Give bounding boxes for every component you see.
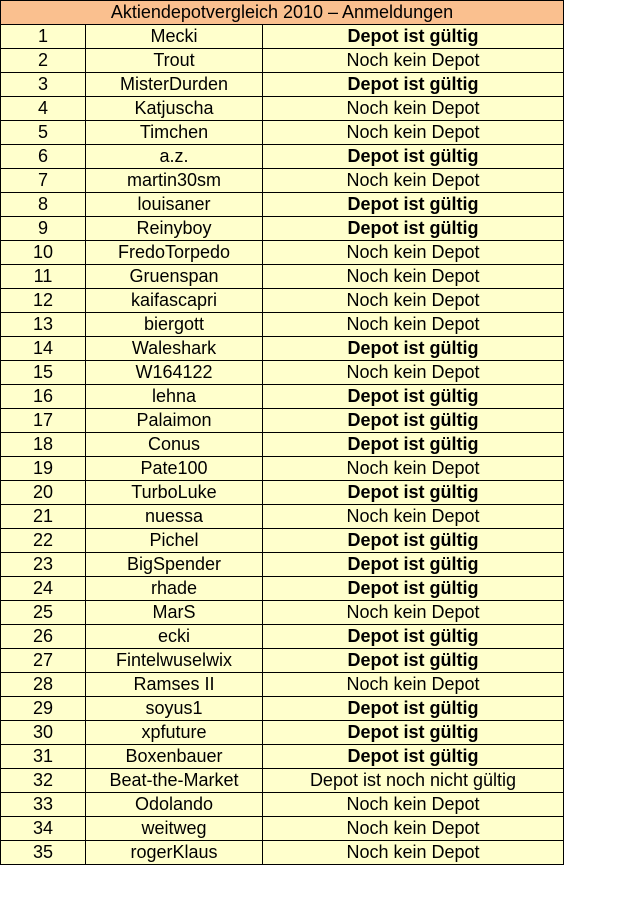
depot-status-cell: Depot ist gültig <box>263 25 564 49</box>
participant-name-cell: BigSpender <box>86 553 263 577</box>
depot-status-cell: Depot ist gültig <box>263 697 564 721</box>
table-row <box>1 577 564 601</box>
table-row <box>1 769 564 793</box>
table-title: Aktiendepotvergleich 2010 – Anmeldungen <box>1 1 564 25</box>
participant-name-cell: Beat-the-Market <box>86 769 263 793</box>
table-row <box>1 649 564 673</box>
participant-name-cell: kaifascapri <box>86 289 263 313</box>
depot-status-cell: Depot ist gültig <box>263 409 564 433</box>
depot-status-cell: Depot ist gültig <box>263 73 564 97</box>
participant-name-cell: Mecki <box>86 25 263 49</box>
depot-status-cell: Noch kein Depot <box>263 457 564 481</box>
row-number-cell: 32 <box>1 769 86 793</box>
table-row <box>1 601 564 625</box>
row-number-cell: 34 <box>1 817 86 841</box>
row-number-cell: 7 <box>1 169 86 193</box>
table-row <box>1 73 564 97</box>
row-number-cell: 16 <box>1 385 86 409</box>
table-row <box>1 817 564 841</box>
table-row <box>1 793 564 817</box>
table-row <box>1 457 564 481</box>
table-row <box>1 337 564 361</box>
table-row <box>1 49 564 73</box>
table-row <box>1 697 564 721</box>
depot-status-cell: Depot ist gültig <box>263 481 564 505</box>
row-number-cell: 29 <box>1 697 86 721</box>
table-row <box>1 289 564 313</box>
row-number-cell: 21 <box>1 505 86 529</box>
participant-name-cell: Pate100 <box>86 457 263 481</box>
row-number-cell: 9 <box>1 217 86 241</box>
table-row <box>1 529 564 553</box>
participant-name-cell: Palaimon <box>86 409 263 433</box>
depot-status-cell: Depot ist noch nicht gültig <box>263 769 564 793</box>
row-number-cell: 11 <box>1 265 86 289</box>
participant-name-cell: Fintelwuselwix <box>86 649 263 673</box>
row-number-cell: 5 <box>1 121 86 145</box>
table-row <box>1 193 564 217</box>
row-number-cell: 33 <box>1 793 86 817</box>
row-number-cell: 25 <box>1 601 86 625</box>
table-row <box>1 433 564 457</box>
row-number-cell: 23 <box>1 553 86 577</box>
table-row <box>1 361 564 385</box>
participant-name-cell: Pichel <box>86 529 263 553</box>
depot-status-cell: Depot ist gültig <box>263 529 564 553</box>
row-number-cell: 20 <box>1 481 86 505</box>
depot-status-cell: Noch kein Depot <box>263 97 564 121</box>
participant-name-cell: xpfuture <box>86 721 263 745</box>
row-number-cell: 26 <box>1 625 86 649</box>
row-number-cell: 35 <box>1 841 86 865</box>
row-number-cell: 1 <box>1 25 86 49</box>
participant-name-cell: MisterDurden <box>86 73 263 97</box>
depot-status-cell: Depot ist gültig <box>263 385 564 409</box>
participant-name-cell: rhade <box>86 577 263 601</box>
row-number-cell: 30 <box>1 721 86 745</box>
depot-status-cell: Noch kein Depot <box>263 265 564 289</box>
row-number-cell: 14 <box>1 337 86 361</box>
depot-status-cell: Noch kein Depot <box>263 121 564 145</box>
participant-name-cell: Timchen <box>86 121 263 145</box>
table-row <box>1 745 564 769</box>
participant-name-cell: W164122 <box>86 361 263 385</box>
participant-name-cell: rogerKlaus <box>86 841 263 865</box>
table-row <box>1 481 564 505</box>
depot-status-cell: Noch kein Depot <box>263 241 564 265</box>
participant-name-cell: martin30sm <box>86 169 263 193</box>
table-row <box>1 841 564 865</box>
row-number-cell: 17 <box>1 409 86 433</box>
table-row <box>1 385 564 409</box>
depot-status-cell: Depot ist gültig <box>263 625 564 649</box>
depot-status-cell: Depot ist gültig <box>263 577 564 601</box>
depot-status-cell: Noch kein Depot <box>263 289 564 313</box>
row-number-cell: 10 <box>1 241 86 265</box>
participant-name-cell: TurboLuke <box>86 481 263 505</box>
depot-status-cell: Noch kein Depot <box>263 817 564 841</box>
participant-name-cell: MarS <box>86 601 263 625</box>
participant-name-cell: Katjuscha <box>86 97 263 121</box>
table-row <box>1 553 564 577</box>
depot-status-cell: Depot ist gültig <box>263 721 564 745</box>
table-row <box>1 97 564 121</box>
table-row <box>1 625 564 649</box>
table-row <box>1 241 564 265</box>
table-row <box>1 217 564 241</box>
row-number-cell: 3 <box>1 73 86 97</box>
depot-status-cell: Depot ist gültig <box>263 649 564 673</box>
table-row <box>1 409 564 433</box>
row-number-cell: 28 <box>1 673 86 697</box>
table-row <box>1 673 564 697</box>
participant-name-cell: soyus1 <box>86 697 263 721</box>
depot-status-cell: Depot ist gültig <box>263 337 564 361</box>
table-row <box>1 265 564 289</box>
table-row <box>1 25 564 49</box>
table-row <box>1 721 564 745</box>
participant-name-cell: Odolando <box>86 793 263 817</box>
participant-name-cell: Waleshark <box>86 337 263 361</box>
depot-status-cell: Depot ist gültig <box>263 217 564 241</box>
table-row <box>1 169 564 193</box>
participant-name-cell: Trout <box>86 49 263 73</box>
title-row <box>1 1 564 25</box>
participant-name-cell: Boxenbauer <box>86 745 263 769</box>
table-body <box>1 25 564 865</box>
row-number-cell: 24 <box>1 577 86 601</box>
depot-status-cell: Noch kein Depot <box>263 361 564 385</box>
depot-status-cell: Depot ist gültig <box>263 193 564 217</box>
participant-name-cell: lehna <box>86 385 263 409</box>
participant-name-cell: Reinyboy <box>86 217 263 241</box>
depot-status-cell: Noch kein Depot <box>263 505 564 529</box>
depot-status-cell: Depot ist gültig <box>263 433 564 457</box>
participant-name-cell: Gruenspan <box>86 265 263 289</box>
participant-name-cell: FredoTorpedo <box>86 241 263 265</box>
row-number-cell: 2 <box>1 49 86 73</box>
row-number-cell: 18 <box>1 433 86 457</box>
table-row <box>1 145 564 169</box>
depot-status-cell: Depot ist gültig <box>263 745 564 769</box>
depot-status-cell: Noch kein Depot <box>263 313 564 337</box>
depot-status-cell: Noch kein Depot <box>263 841 564 865</box>
depot-status-cell: Noch kein Depot <box>263 601 564 625</box>
participant-name-cell: a.z. <box>86 145 263 169</box>
participant-name-cell: ecki <box>86 625 263 649</box>
depot-status-cell: Depot ist gültig <box>263 553 564 577</box>
depot-status-cell: Depot ist gültig <box>263 145 564 169</box>
table-row <box>1 121 564 145</box>
depot-status-cell: Noch kein Depot <box>263 49 564 73</box>
row-number-cell: 19 <box>1 457 86 481</box>
row-number-cell: 31 <box>1 745 86 769</box>
depot-status-cell: Noch kein Depot <box>263 673 564 697</box>
participant-name-cell: Ramses II <box>86 673 263 697</box>
row-number-cell: 8 <box>1 193 86 217</box>
depot-status-cell: Noch kein Depot <box>263 793 564 817</box>
row-number-cell: 6 <box>1 145 86 169</box>
row-number-cell: 13 <box>1 313 86 337</box>
table-row <box>1 505 564 529</box>
participant-name-cell: louisaner <box>86 193 263 217</box>
row-number-cell: 4 <box>1 97 86 121</box>
row-number-cell: 15 <box>1 361 86 385</box>
participant-name-cell: weitweg <box>86 817 263 841</box>
participant-name-cell: Conus <box>86 433 263 457</box>
participant-name-cell: nuessa <box>86 505 263 529</box>
table-row <box>1 313 564 337</box>
row-number-cell: 27 <box>1 649 86 673</box>
row-number-cell: 12 <box>1 289 86 313</box>
depot-status-cell: Noch kein Depot <box>263 169 564 193</box>
row-number-cell: 22 <box>1 529 86 553</box>
participant-name-cell: biergott <box>86 313 263 337</box>
